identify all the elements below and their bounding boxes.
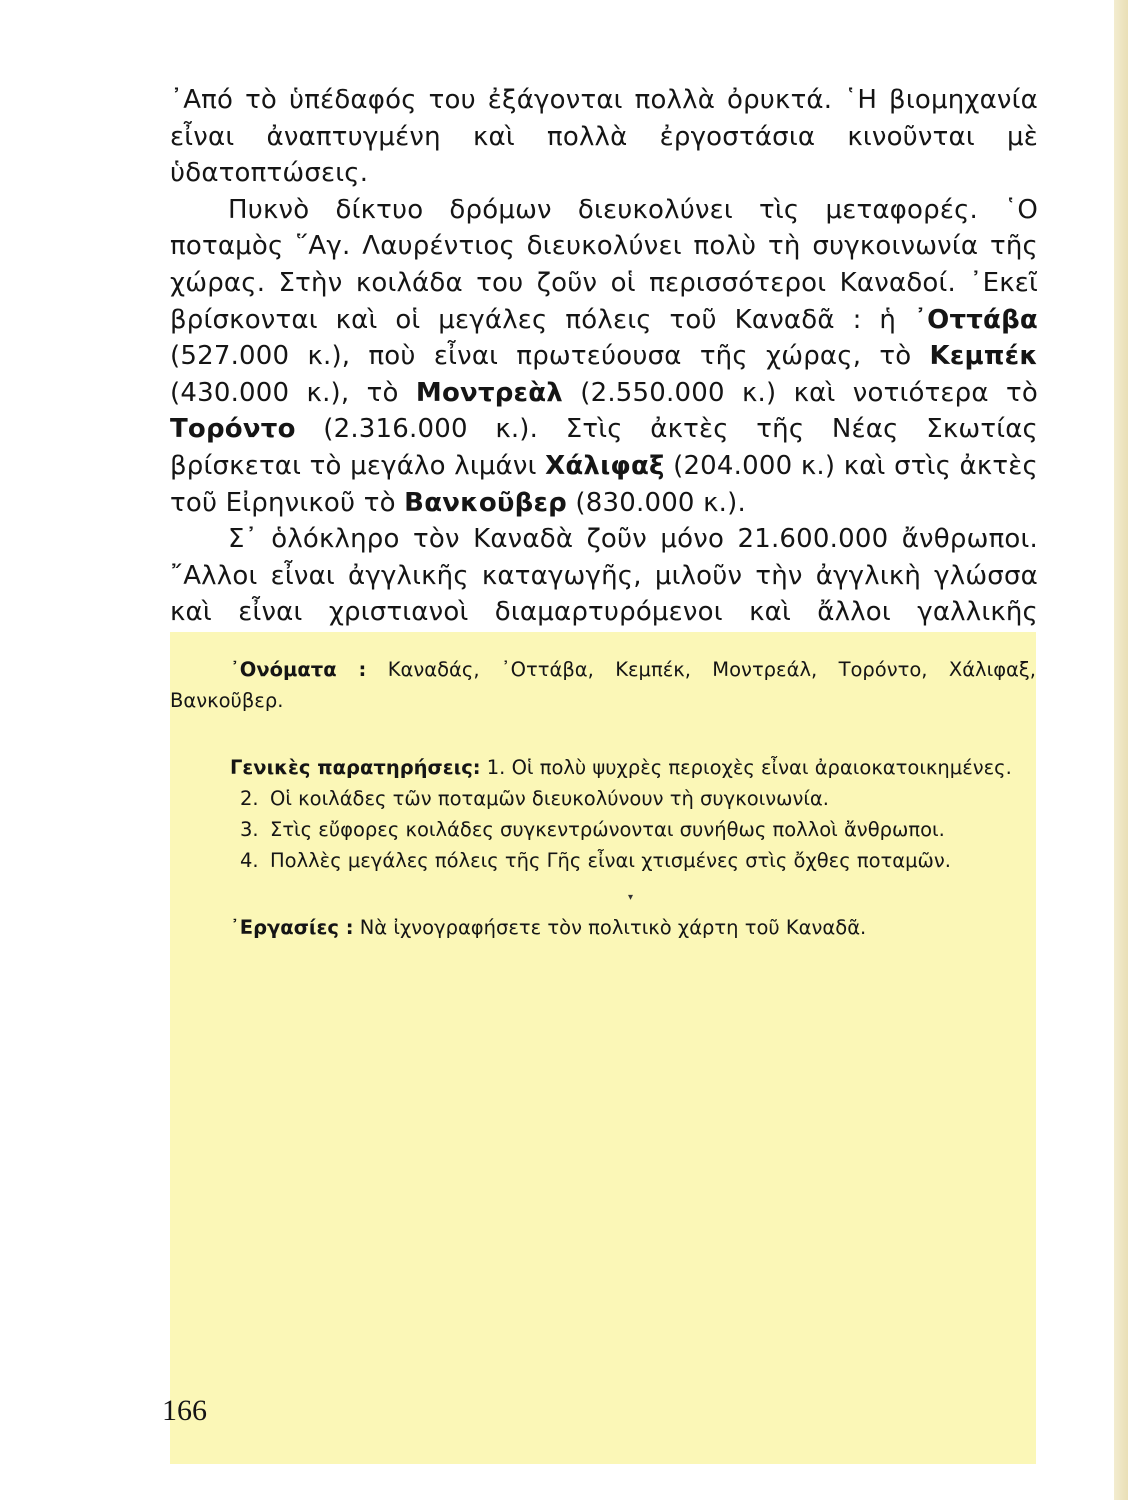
paragraph-cities-text-e: (2.316.000 κ.). Στὶς ἀκτὲς τῆς Νέας Σκωτίας βρίσκεται τὸ μεγάλο λιμάνι (170, 414, 1038, 481)
paragraph-cities-text-d: (2.550.000 κ.) καὶ νοτιότερα τὸ (562, 377, 1038, 408)
names-text: Καναδάς, ᾽Οττάβα, Κεμπέκ, Μοντρεάλ, Τορόντο, Χάλιφαξ, Βανκοῦβερ. (170, 658, 1036, 712)
paragraph-population: Σ᾽ ὁλόκληρο τὸν Καναδὰ ζοῦν μόνο 21.600.000 ἄνθρωποι. ῎Αλλοι εἶναι ἀγγλικῆς καταγωγῆς, μιλοῦν τὴν ἀγγλικὴ γλώσσα καὶ εἶναι χριστιανοὶ διαμαρτυρόμενοι καὶ ἄλλοι γαλλικῆς (170, 524, 1038, 628)
paragraph-cities (170, 192, 1038, 521)
paragraph-cities-text-b: (527.000 κ.), ποὺ εἶναι πρωτεύουσα τῆς χώρας, τὸ (170, 341, 930, 372)
observation-item-text: Οἱ πολὺ ψυχρὲς περιοχὲς εἶναι ἀραιοκατοικημένες. (511, 756, 1012, 779)
city-quebec: Κεμπέκ (929, 341, 1038, 372)
observation-item (170, 783, 1036, 814)
paragraph-cities-text-a: Πυκνὸ δίκτυο δρόμων διευκολύνει τὶς μεταφορές. ῾Ο ποταμὸς ῞Αγ. Λαυρέντιος διευκολύνει πολὺ τὴ συγκοινωνία τῆς χώρας. Στὴν κοιλάδα του ζοῦν οἱ περισσότεροι Καναδοί. ᾽Εκεῖ βρίσκονται καὶ οἱ μεγάλες πόλεις τοῦ Καναδᾶ : ἡ (170, 194, 1038, 335)
observation-item-num: 4. (240, 849, 259, 872)
observation-item-num: 1. (486, 756, 506, 779)
observation-item-num: 2. (240, 787, 259, 810)
city-halifax: Χάλιφαξ (545, 450, 665, 481)
small-mark: ▾ (628, 892, 634, 903)
names-section (170, 654, 1036, 716)
observations-section (170, 752, 1036, 783)
observation-item-text: Οἱ κοιλάδες τῶν ποταμῶν διευκολύνουν τὴ συγκοινωνία. (270, 787, 829, 810)
page-edge (1114, 0, 1128, 1500)
names-label: ᾽Ονόματα : (230, 658, 367, 681)
city-ottawa: ᾽Οττάβα (913, 304, 1038, 335)
observation-item-text: Πολλὲς μεγάλες πόλεις τῆς Γῆς εἶναι χτισμένες στὶς ὄχθες ποταμῶν. (270, 849, 951, 872)
paragraph-minerals: ᾽Από τὸ ὑπέδαφός του ἐξάγονται πολλὰ ὀρυκτά. ῾Η βιομηχανία εἶναι ἀναπτυγμένη καὶ πολλὰ ἐργοστάσια κινοῦνται μὲ ὑδατοπτώσεις. (170, 85, 1038, 189)
tasks-label: ᾽Εργασίες : (230, 916, 354, 939)
city-montreal: Μοντρεὰλ (415, 377, 563, 408)
city-vancouver: Βανκοῦβερ (404, 487, 567, 518)
observations-label: Γενικὲς παρατηρήσεις: (230, 756, 481, 779)
paragraph-cities-text-c: (430.000 κ.), τὸ (170, 377, 416, 408)
observation-item (170, 845, 1036, 876)
tasks-text: Νὰ ἰχνογραφήσετε τὸν πολιτικὸ χάρτη τοῦ Καναδᾶ. (359, 916, 867, 939)
summary-box (170, 632, 1036, 1464)
observation-item-text: Στὶς εὔφορες κοιλάδες συγκεντρώνονται συνήθως πολλοὶ ἄνθρωποι. (270, 818, 945, 841)
main-text (170, 82, 1038, 668)
summary-box-content (170, 654, 1036, 943)
page-number: 166 (162, 1394, 207, 1427)
observation-item (170, 814, 1036, 845)
city-toronto: Τορόντο (170, 414, 296, 445)
observation-item-num: 3. (240, 818, 259, 841)
paragraph-cities-text-g: (830.000 κ.). (566, 487, 746, 518)
tasks-section (170, 912, 1036, 943)
paragraph-cities-text-f: (204.000 κ.) καὶ στὶς ἀκτὲς τοῦ Εἰρηνικοῦ τὸ (170, 450, 1038, 518)
